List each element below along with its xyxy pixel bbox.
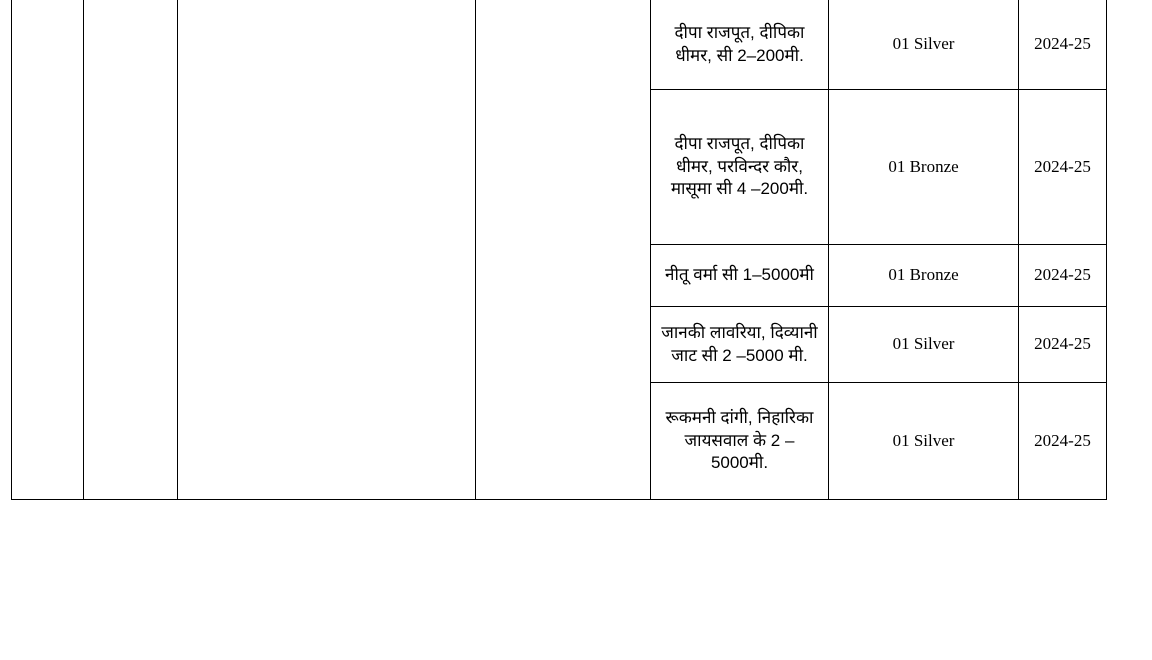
players-cell: जानकी लावरिया, दिव्यानी जाट सी 2 –5000 मी. xyxy=(651,307,829,383)
details-cell xyxy=(178,0,476,500)
institution-name-cell xyxy=(84,0,178,500)
year-cell: 2024-25 xyxy=(1019,245,1107,307)
medal-cell: 01 Silver xyxy=(829,383,1019,500)
table-row xyxy=(12,0,1107,90)
year-cell: 2024-25 xyxy=(1019,383,1107,500)
medal-cell: 01 Bronze xyxy=(829,245,1019,307)
results-table xyxy=(11,0,1107,500)
event-cell xyxy=(476,0,651,500)
serial-number-cell xyxy=(12,0,84,500)
players-cell: दीपा राजपूत, दीपिका धीमर, सी 2–200मी. xyxy=(651,0,829,90)
year-cell: 2024-25 xyxy=(1019,307,1107,383)
medal-cell: 01 Bronze xyxy=(829,90,1019,245)
medal-cell: 01 Silver xyxy=(829,0,1019,90)
medal-cell: 01 Silver xyxy=(829,307,1019,383)
players-cell: नीतू वर्मा सी 1–5000मी xyxy=(651,245,829,307)
year-cell: 2024-25 xyxy=(1019,0,1107,90)
players-cell: रूकमनी दांगी, निहारिका जायसवाल के 2 –5000मी. xyxy=(651,383,829,500)
players-cell: दीपा राजपूत, दीपिका धीमर, परविन्दर कौर, मासूमा सी 4 –200मी. xyxy=(651,90,829,245)
year-cell: 2024-25 xyxy=(1019,90,1107,245)
